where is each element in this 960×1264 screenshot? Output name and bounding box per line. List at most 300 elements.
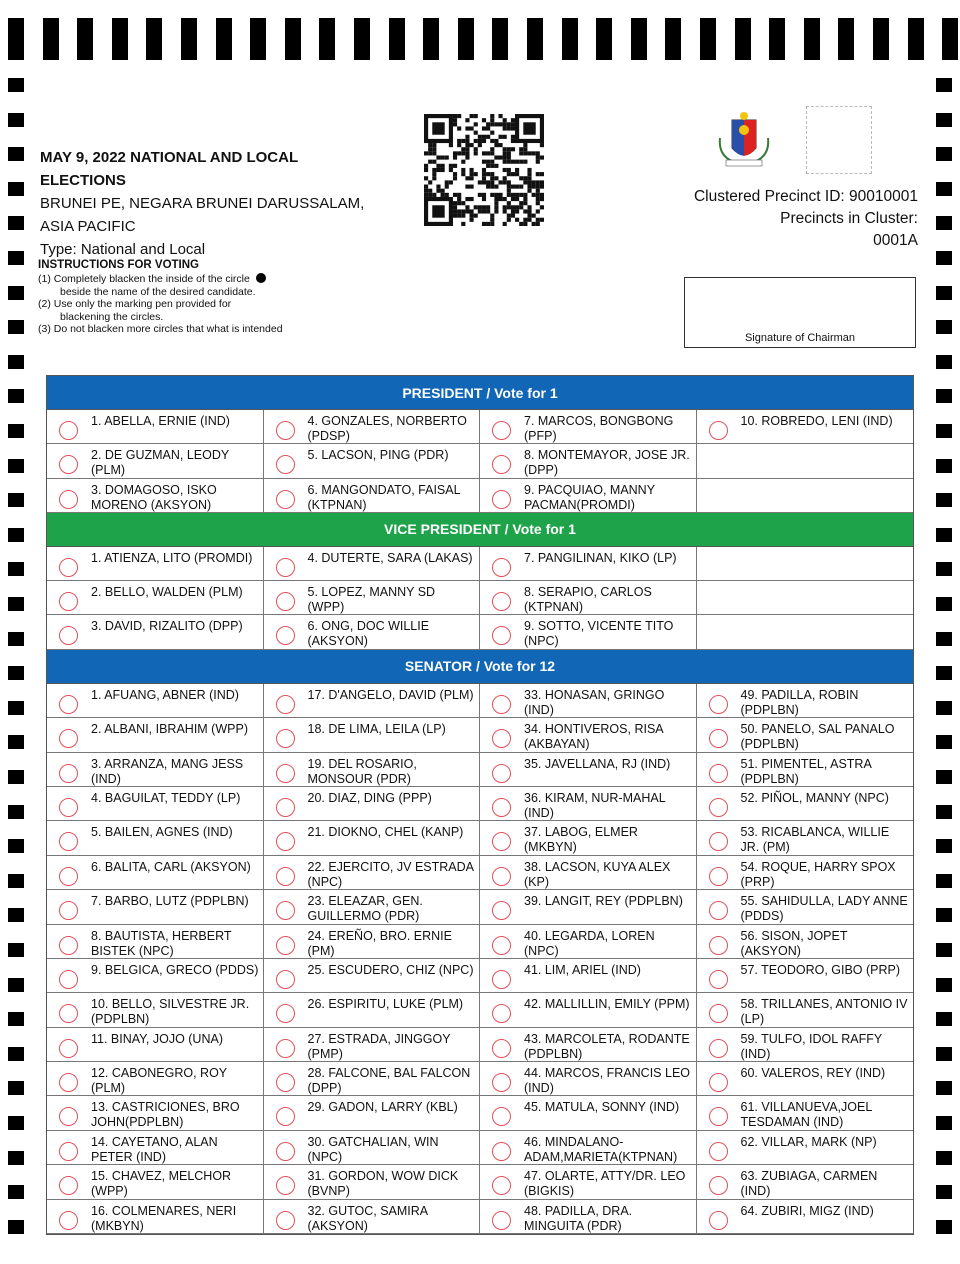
timing-mark <box>936 147 952 161</box>
president-grid <box>47 410 913 513</box>
vote-oval[interactable] <box>709 1211 728 1230</box>
candidate-cell[interactable] <box>47 1028 264 1062</box>
candidate-cell[interactable] <box>480 1200 697 1234</box>
candidate-name: 64. ZUBIRI, MIGZ (IND) <box>740 1203 874 1218</box>
candidate-cell[interactable] <box>697 890 914 924</box>
candidate-name: 16. COLMENARES, NERI (MKBYN) <box>91 1203 237 1233</box>
vote-oval[interactable] <box>59 764 78 783</box>
vote-oval[interactable] <box>59 490 78 509</box>
timing-mark <box>8 493 24 507</box>
vote-oval[interactable] <box>276 421 295 440</box>
vote-oval[interactable] <box>492 1004 511 1023</box>
candidate-cell[interactable] <box>264 753 481 787</box>
timing-mark <box>936 1151 952 1165</box>
candidate-name: 9. BELGICA, GRECO (PDDS) <box>91 962 259 977</box>
candidate-name: 18. DE LIMA, LEILA (LP) <box>307 722 446 737</box>
timing-mark <box>908 18 924 60</box>
vote-oval[interactable] <box>276 455 295 474</box>
candidate-cell[interactable] <box>264 959 481 993</box>
candidate-cell[interactable] <box>47 959 264 993</box>
candidate-name: 55. SAHIDULLA, LADY ANNE (PDDS) <box>740 894 908 924</box>
vote-oval[interactable] <box>59 901 78 920</box>
vote-oval[interactable] <box>276 1142 295 1161</box>
candidate-name: 63. ZUBIAGA, CARMEN (IND) <box>740 1169 878 1199</box>
candidate-cell[interactable] <box>480 479 697 513</box>
candidate-cell[interactable] <box>47 479 264 513</box>
vote-oval[interactable] <box>492 1176 511 1195</box>
timing-mark <box>8 839 24 853</box>
candidate-cell[interactable] <box>264 1062 481 1096</box>
vote-oval[interactable] <box>59 867 78 886</box>
candidate-cell[interactable] <box>264 1165 481 1199</box>
vote-oval[interactable] <box>276 832 295 851</box>
candidate-cell[interactable] <box>697 1096 914 1130</box>
timing-mark <box>936 389 952 403</box>
candidate-name: 40. LEGARDA, LOREN (NPC) <box>524 928 655 958</box>
candidate-cell[interactable] <box>480 821 697 855</box>
timing-mark <box>8 147 24 161</box>
vote-oval[interactable] <box>492 798 511 817</box>
vote-oval[interactable] <box>709 970 728 989</box>
candidate-name: 48. PADILLA, DRA. MINGUITA (PDR) <box>524 1203 633 1233</box>
candidate-cell[interactable] <box>480 1062 697 1096</box>
candidate-cell[interactable] <box>697 410 914 444</box>
candidate-cell[interactable] <box>47 615 264 649</box>
candidate-cell[interactable] <box>264 718 481 752</box>
timing-mark <box>631 18 647 60</box>
timing-mark <box>8 978 24 992</box>
candidate-cell[interactable] <box>264 615 481 649</box>
vote-oval[interactable] <box>492 936 511 955</box>
timing-mark <box>8 18 24 60</box>
vice-president-grid <box>47 547 913 650</box>
vote-oval[interactable] <box>492 695 511 714</box>
candidate-cell[interactable] <box>264 581 481 615</box>
candidate-cell[interactable] <box>47 1096 264 1130</box>
timing-mark <box>8 182 24 196</box>
vote-oval[interactable] <box>59 1107 78 1126</box>
candidate-name: 1. AFUANG, ABNER (IND) <box>91 687 239 702</box>
vote-oval[interactable] <box>276 490 295 509</box>
timing-mark <box>8 805 24 819</box>
vote-oval[interactable] <box>492 455 511 474</box>
timing-mark <box>936 355 952 369</box>
vote-oval[interactable] <box>276 558 295 577</box>
candidate-name: 6. ONG, DOC WILLIE (AKSYON) <box>307 619 430 649</box>
timing-mark <box>936 424 952 438</box>
candidate-cell[interactable] <box>47 787 264 821</box>
timing-mark <box>285 18 301 60</box>
timing-mark <box>8 459 24 473</box>
candidate-cell[interactable] <box>264 1028 481 1062</box>
timing-mark <box>936 493 952 507</box>
candidate-cell[interactable] <box>47 718 264 752</box>
vote-oval[interactable] <box>709 421 728 440</box>
vote-oval[interactable] <box>492 1142 511 1161</box>
ballot-type: Type: National and Local <box>40 241 206 258</box>
candidate-name: 12. CABONEGRO, ROY (PLM) <box>91 1066 227 1096</box>
vote-oval[interactable] <box>492 421 511 440</box>
timing-mark <box>389 18 405 60</box>
vote-oval[interactable] <box>59 1176 78 1195</box>
vote-oval[interactable] <box>492 626 511 645</box>
candidate-name: 42. MALLILLIN, EMILY (PPM) <box>524 997 690 1012</box>
vote-oval[interactable] <box>492 970 511 989</box>
candidate-name: 32. GUTOC, SAMIRA (AKSYON) <box>307 1203 428 1233</box>
candidate-name: 25. ESCUDERO, CHIZ (NPC) <box>307 962 474 977</box>
candidate-cell[interactable] <box>47 753 264 787</box>
candidate-name: 49. PADILLA, ROBIN (PDPLBN) <box>740 687 859 717</box>
timing-mark <box>936 1012 952 1026</box>
vote-oval[interactable] <box>276 1073 295 1092</box>
candidate-cell[interactable] <box>47 856 264 890</box>
vote-oval[interactable] <box>59 729 78 748</box>
timing-mark <box>8 632 24 646</box>
candidate-name: 3. DOMAGOSO, ISKO MORENO (AKSYON) <box>91 482 217 512</box>
candidate-name: 22. EJERCITO, JV ESTRADA (NPC) <box>307 859 474 889</box>
timing-mark <box>735 18 751 60</box>
timing-mark <box>769 18 785 60</box>
clustered-precinct-id: Clustered Precinct ID: 90010001 <box>693 188 918 205</box>
candidate-name: 53. RICABLANCA, WILLIE JR. (PM) <box>740 825 890 855</box>
timing-mark <box>936 978 952 992</box>
candidate-cell[interactable] <box>47 547 264 581</box>
timing-mark <box>423 18 439 60</box>
candidate-cell[interactable] <box>480 410 697 444</box>
candidate-name: 8. MONTEMAYOR, JOSE JR. (DPP) <box>524 448 690 478</box>
vote-oval[interactable] <box>709 1142 728 1161</box>
timing-mark <box>942 18 958 60</box>
candidate-cell[interactable] <box>264 479 481 513</box>
candidate-cell[interactable] <box>264 925 481 959</box>
candidate-name: 45. MATULA, SONNY (IND) <box>524 1100 680 1115</box>
timing-mark <box>8 355 24 369</box>
candidate-cell[interactable] <box>264 821 481 855</box>
candidate-cell[interactable] <box>697 684 914 718</box>
candidate-name: 56. SISON, JOPET (AKSYON) <box>740 928 848 958</box>
candidate-cell[interactable] <box>480 1165 697 1199</box>
candidate-cell[interactable] <box>480 1131 697 1165</box>
candidate-cell[interactable] <box>264 993 481 1027</box>
vote-oval[interactable] <box>276 1176 295 1195</box>
candidate-cell[interactable] <box>264 684 481 718</box>
candidate-name: 58. TRILLANES, ANTONIO IV (LP) <box>740 997 908 1027</box>
candidate-name: 1. ABELLA, ERNIE (IND) <box>91 414 230 428</box>
vote-oval[interactable] <box>59 626 78 645</box>
candidate-cell[interactable] <box>47 1131 264 1165</box>
candidate-name: 4. GONZALES, NORBERTO (PDSP) <box>307 414 467 443</box>
timing-mark <box>8 1220 24 1234</box>
vote-oval[interactable] <box>59 421 78 440</box>
vote-oval[interactable] <box>59 970 78 989</box>
timing-mark <box>936 666 952 680</box>
vote-oval[interactable] <box>59 1004 78 1023</box>
timing-mark <box>700 18 716 60</box>
vote-oval[interactable] <box>59 695 78 714</box>
vote-oval[interactable] <box>709 764 728 783</box>
vote-oval[interactable] <box>709 1073 728 1092</box>
timing-mark <box>8 1081 24 1095</box>
candidate-cell[interactable] <box>47 410 264 444</box>
timing-mark <box>936 1220 952 1234</box>
timing-mark <box>936 805 952 819</box>
vote-oval[interactable] <box>492 832 511 851</box>
candidate-cell[interactable] <box>264 1096 481 1130</box>
vote-oval[interactable] <box>492 558 511 577</box>
candidate-cell[interactable] <box>480 856 697 890</box>
vote-oval[interactable] <box>276 695 295 714</box>
vote-oval[interactable] <box>492 764 511 783</box>
timing-mark <box>804 18 820 60</box>
empty-cell <box>697 479 914 513</box>
vote-oval[interactable] <box>492 729 511 748</box>
candidate-name: 27. ESTRADA, JINGGOY (PMP) <box>307 1031 451 1061</box>
candidate-name: 10. BELLO, SILVESTRE JR. (PDPLBN) <box>91 997 250 1027</box>
candidate-cell[interactable] <box>264 1131 481 1165</box>
timing-mark <box>146 18 162 60</box>
candidate-cell[interactable] <box>480 1028 697 1062</box>
candidate-cell[interactable] <box>480 993 697 1027</box>
candidate-cell[interactable] <box>697 1028 914 1062</box>
candidate-cell[interactable] <box>697 856 914 890</box>
candidate-cell[interactable] <box>480 547 697 581</box>
candidate-cell[interactable] <box>47 1062 264 1096</box>
candidate-name: 39. LANGIT, REY (PDPLBN) <box>524 894 683 909</box>
timing-mark <box>8 908 24 922</box>
vote-oval[interactable] <box>709 798 728 817</box>
election-title-line1: MAY 9, 2022 NATIONAL AND LOCAL <box>40 149 299 166</box>
vote-oval[interactable] <box>709 1107 728 1126</box>
candidate-name: 20. DIAZ, DING (PPP) <box>307 790 432 805</box>
candidate-cell[interactable] <box>697 1131 914 1165</box>
vote-oval[interactable] <box>59 1211 78 1230</box>
vote-oval[interactable] <box>492 901 511 920</box>
candidate-cell[interactable] <box>264 856 481 890</box>
vote-oval[interactable] <box>276 936 295 955</box>
vote-oval[interactable] <box>709 901 728 920</box>
candidate-cell[interactable] <box>697 1062 914 1096</box>
timing-mark <box>936 562 952 576</box>
vote-oval[interactable] <box>492 1211 511 1230</box>
timing-mark <box>8 735 24 749</box>
instruction-2b: blackening the circles. <box>60 310 164 323</box>
vote-oval[interactable] <box>59 936 78 955</box>
candidate-cell[interactable] <box>47 444 264 478</box>
candidate-cell[interactable] <box>480 787 697 821</box>
vote-oval[interactable] <box>709 1176 728 1195</box>
candidate-cell[interactable] <box>264 444 481 478</box>
timing-mark <box>936 320 952 334</box>
instruction-3: (3) Do not blacken more circles that what is intended <box>38 323 283 335</box>
timing-mark <box>936 251 952 265</box>
vote-oval[interactable] <box>276 1211 295 1230</box>
vote-oval[interactable] <box>492 1107 511 1126</box>
candidate-cell[interactable] <box>47 581 264 615</box>
timing-mark <box>77 18 93 60</box>
candidate-name: 26. ESPIRITU, LUKE (PLM) <box>307 997 464 1012</box>
timing-mark <box>458 18 474 60</box>
candidate-name: 9. PACQUIAO, MANNY PACMAN(PROMDI) <box>524 482 655 512</box>
candidate-name: 6. MANGONDATO, FAISAL (KTPNAN) <box>307 482 461 512</box>
timing-mark <box>936 701 952 715</box>
vote-oval[interactable] <box>276 867 295 886</box>
candidate-name: 54. ROQUE, HARRY SPOX (PRP) <box>740 859 896 889</box>
vote-oval[interactable] <box>276 970 295 989</box>
signature-box[interactable] <box>684 277 916 348</box>
candidate-cell[interactable] <box>480 925 697 959</box>
election-title-line2: ELECTIONS <box>40 172 126 189</box>
timing-mark <box>936 597 952 611</box>
candidate-cell[interactable] <box>697 1165 914 1199</box>
candidate-name: 37. LABOG, ELMER (MKBYN) <box>524 825 638 855</box>
vote-oval[interactable] <box>709 729 728 748</box>
vote-oval[interactable] <box>276 626 295 645</box>
vote-oval[interactable] <box>492 1039 511 1058</box>
candidate-cell[interactable] <box>480 615 697 649</box>
vote-oval[interactable] <box>59 1073 78 1092</box>
vote-oval[interactable] <box>59 1039 78 1058</box>
vote-oval[interactable] <box>59 1142 78 1161</box>
candidate-cell[interactable] <box>480 890 697 924</box>
empty-cell <box>697 581 914 615</box>
instruction-1a: (1) Completely blacken the inside of the circle <box>38 273 250 285</box>
vote-oval[interactable] <box>276 1039 295 1058</box>
candidate-name: 43. MARCOLETA, RODANTE (PDPLBN) <box>524 1031 690 1061</box>
candidate-cell[interactable] <box>480 444 697 478</box>
filled-circle-icon <box>256 273 266 283</box>
vote-oval[interactable] <box>276 764 295 783</box>
candidate-name: 33. HONASAN, GRINGO (IND) <box>524 687 665 717</box>
candidate-cell[interactable] <box>264 787 481 821</box>
timing-mark <box>8 701 24 715</box>
candidate-name: 15. CHAVEZ, MELCHOR (WPP) <box>91 1169 232 1199</box>
vote-oval[interactable] <box>276 592 295 611</box>
candidate-name: 4. BAGUILAT, TEDDY (LP) <box>91 790 241 805</box>
vote-oval[interactable] <box>709 1004 728 1023</box>
vote-oval[interactable] <box>709 1039 728 1058</box>
candidate-name: 24. EREÑO, BRO. ERNIE (PM) <box>307 928 452 958</box>
candidate-cell[interactable] <box>480 1096 697 1130</box>
senator-grid <box>47 684 913 1234</box>
candidate-name: 28. FALCONE, BAL FALCON (DPP) <box>307 1066 471 1096</box>
timing-mark <box>936 1081 952 1095</box>
timing-mark <box>936 1116 952 1130</box>
timing-mark <box>8 597 24 611</box>
vote-oval[interactable] <box>276 798 295 817</box>
candidate-cell[interactable] <box>480 581 697 615</box>
timing-mark <box>112 18 128 60</box>
timing-mark <box>936 216 952 230</box>
vote-oval[interactable] <box>59 558 78 577</box>
candidate-name: 5. LACSON, PING (PDR) <box>307 448 449 463</box>
stamp-box <box>806 106 872 174</box>
timing-mark <box>8 389 24 403</box>
vote-oval[interactable] <box>276 901 295 920</box>
candidate-cell[interactable] <box>697 959 914 993</box>
timing-mark <box>8 1151 24 1165</box>
vote-oval[interactable] <box>276 1107 295 1126</box>
timing-mark <box>936 735 952 749</box>
candidate-name: 19. DEL ROSARIO, MONSOUR (PDR) <box>307 756 417 786</box>
timing-mark <box>8 1047 24 1061</box>
candidate-cell[interactable] <box>264 890 481 924</box>
candidate-cell[interactable] <box>264 1200 481 1234</box>
candidate-name: 5. LOPEZ, MANNY SD (WPP) <box>307 585 436 615</box>
candidate-cell[interactable] <box>480 718 697 752</box>
vote-oval[interactable] <box>492 592 511 611</box>
vote-oval[interactable] <box>276 1004 295 1023</box>
timing-mark <box>596 18 612 60</box>
candidate-cell[interactable] <box>47 684 264 718</box>
candidate-cell[interactable] <box>264 410 481 444</box>
vote-oval[interactable] <box>709 695 728 714</box>
timing-mark <box>8 770 24 784</box>
candidate-cell[interactable] <box>697 787 914 821</box>
candidate-cell[interactable] <box>47 1165 264 1199</box>
candidate-cell[interactable] <box>47 821 264 855</box>
timing-mark <box>8 666 24 680</box>
candidate-name: 47. OLARTE, ATTY/DR. LEO (BIGKIS) <box>524 1169 686 1199</box>
candidate-cell[interactable] <box>697 993 914 1027</box>
vote-oval[interactable] <box>59 592 78 611</box>
candidate-cell[interactable] <box>47 1200 264 1234</box>
candidate-cell[interactable] <box>47 890 264 924</box>
candidate-cell[interactable] <box>480 684 697 718</box>
vote-oval[interactable] <box>59 798 78 817</box>
candidate-name: 51. PIMENTEL, ASTRA (PDPLBN) <box>740 756 872 786</box>
vote-oval[interactable] <box>59 455 78 474</box>
timing-mark <box>936 839 952 853</box>
candidate-cell[interactable] <box>47 925 264 959</box>
candidate-cell[interactable] <box>264 547 481 581</box>
timing-mark <box>936 632 952 646</box>
candidate-cell[interactable] <box>697 821 914 855</box>
timing-mark <box>8 113 24 127</box>
candidate-name: 6. BALITA, CARL (AKSYON) <box>91 859 251 874</box>
vote-oval[interactable] <box>492 490 511 509</box>
candidate-name: 7. MARCOS, BONGBONG (PFP) <box>524 414 674 443</box>
vote-oval[interactable] <box>709 832 728 851</box>
timing-mark <box>936 943 952 957</box>
vote-oval[interactable] <box>59 832 78 851</box>
candidate-name: 2. ALBANI, IBRAHIM (WPP) <box>91 722 248 737</box>
vote-oval[interactable] <box>276 729 295 748</box>
candidate-name: 36. KIRAM, NUR-MAHAL (IND) <box>524 790 666 820</box>
candidate-name: 34. HONTIVEROS, RISA (AKBAYAN) <box>524 722 663 752</box>
vote-oval[interactable] <box>492 1073 511 1092</box>
president-header: PRESIDENT / Vote for 1 <box>47 376 913 410</box>
timing-mark <box>527 18 543 60</box>
vote-oval[interactable] <box>709 936 728 955</box>
candidate-cell[interactable] <box>697 753 914 787</box>
candidate-name: 46. MINDALANO-ADAM,MARIETA(KTPNAN) <box>524 1134 678 1164</box>
candidate-cell[interactable] <box>480 753 697 787</box>
candidate-cell[interactable] <box>697 925 914 959</box>
timing-mark <box>181 18 197 60</box>
candidate-name: 10. ROBREDO, LENI (IND) <box>740 414 893 428</box>
candidate-cell[interactable] <box>47 993 264 1027</box>
candidate-cell[interactable] <box>697 718 914 752</box>
vote-oval[interactable] <box>492 867 511 886</box>
candidate-name: 29. GADON, LARRY (KBL) <box>307 1100 458 1115</box>
candidate-cell[interactable] <box>480 959 697 993</box>
timing-mark <box>8 424 24 438</box>
vote-oval[interactable] <box>709 867 728 886</box>
candidate-name: 7. PANGILINAN, KIKO (LP) <box>524 550 677 565</box>
timing-mark <box>8 1012 24 1026</box>
candidate-name: 23. ELEAZAR, GEN. GUILLERMO (PDR) <box>307 894 423 924</box>
candidate-cell[interactable] <box>697 1200 914 1234</box>
